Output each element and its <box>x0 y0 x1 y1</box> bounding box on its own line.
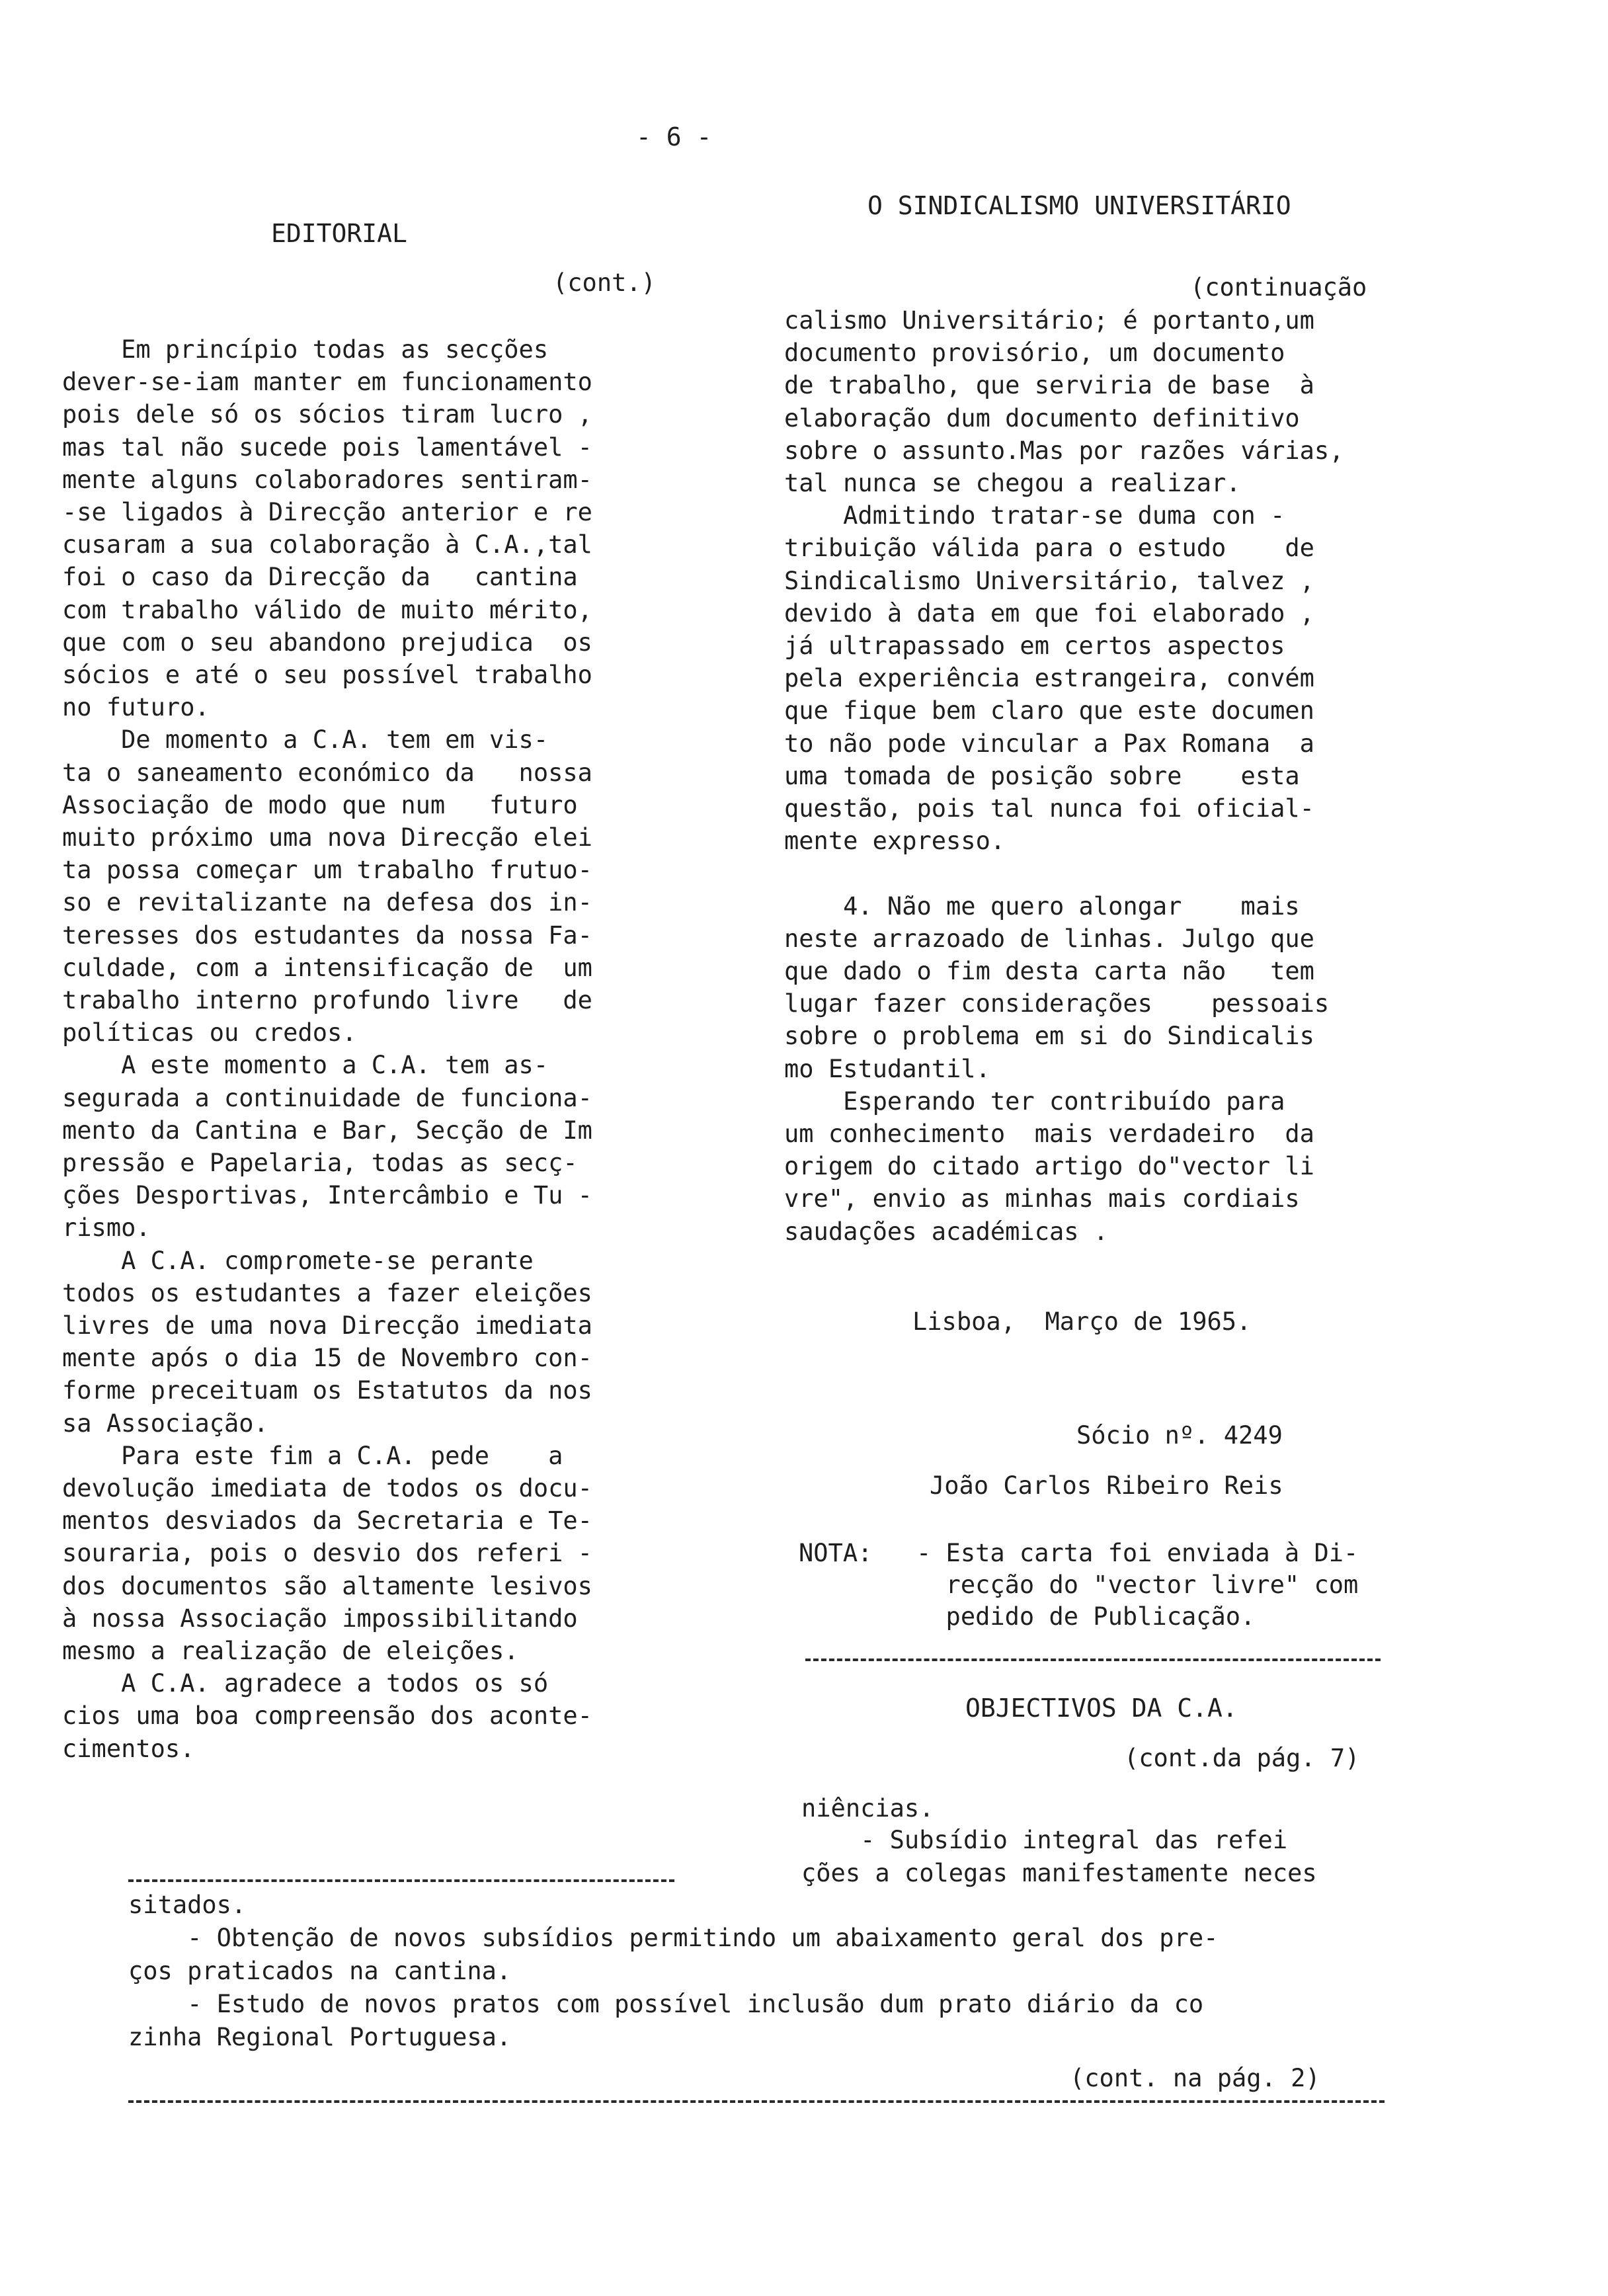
text-line: de trabalho, que serviria de base à <box>784 371 1314 400</box>
text-line: 4. Não me quero alongar mais <box>784 891 1300 921</box>
text-line: rismo. <box>62 1213 151 1243</box>
text-line: mentos desviados da Secretaria e Te- <box>62 1506 592 1536</box>
text-line: muito próximo uma nova Direcção elei <box>62 823 592 852</box>
editorial-heading: EDITORIAL <box>271 219 407 248</box>
text-line: cios uma boa compreensão dos aconte- <box>62 1702 592 1731</box>
text-line: souraria, pois o desvio dos referi - <box>62 1539 592 1568</box>
text-line: sa Associação. <box>62 1409 268 1438</box>
text-line: um conhecimento mais verdadeiro da <box>784 1120 1314 1148</box>
text-line: devolução imediata de todos os docu- <box>62 1474 592 1502</box>
text-line: Em princípio todas as secções <box>62 335 549 364</box>
continuation-line: ços praticados na cantina. <box>128 1957 512 1985</box>
nota-label: NOTA: <box>799 1539 873 1567</box>
text-line: foi o caso da Direcção da cantina <box>62 563 578 592</box>
text-line: segurada a continuidade de funciona- <box>62 1083 592 1112</box>
nota-line: recção do "vector livre" com <box>916 1571 1359 1599</box>
text-line: ções Desportivas, Intercâmbio e Tu - <box>62 1181 592 1210</box>
author-name: João Carlos Ribeiro Reis <box>930 1471 1283 1500</box>
text-line: Sindicalismo Universitário, talvez , <box>784 566 1314 595</box>
text-line: Para este fim a C.A. pede a <box>62 1441 563 1470</box>
text-line: calismo Universitário; é portanto,um <box>784 306 1314 335</box>
continuation-cont: (cont. na pág. 2) <box>1070 2064 1320 2092</box>
text-line: cusaram a sua colaboração à C.A.,tal <box>62 530 592 559</box>
continuation-line: sitados. <box>128 1891 247 1919</box>
text-line: sobre o assunto.Mas por razões várias, <box>784 436 1344 465</box>
text-line: pois dele só os sócios tiram lucro , <box>62 400 592 429</box>
text-line: culdade, com a intensificação de um <box>62 953 592 982</box>
text-line: tribuição válida para o estudo de <box>784 534 1314 563</box>
text-line: já ultrapassado em certos aspectos <box>784 632 1285 660</box>
text-line: mesmo a realização de eleições. <box>62 1637 519 1665</box>
separator-line <box>128 1879 674 1882</box>
text-line: uma tomada de posição sobre esta <box>784 761 1300 790</box>
text-line: com trabalho válido de muito mérito, <box>62 595 592 624</box>
text-line: que com o seu abandono prejudica os <box>62 628 592 657</box>
text-line: A C.A. compromete-se perante <box>62 1246 534 1275</box>
place-date: Lisboa, Março de 1965. <box>912 1307 1252 1336</box>
text-line: trabalho interno profundo livre de <box>62 986 592 1014</box>
text-line: Admitindo tratar-se duma con - <box>784 501 1285 530</box>
text-line: mento da Cantina e Bar, Secção de Im <box>62 1116 592 1145</box>
text-line: devido à data em que foi elaborado , <box>784 598 1314 628</box>
text-line: teresses dos estudantes da nossa Fa- <box>62 921 592 950</box>
text-line: todos os estudantes a fazer eleições <box>62 1278 592 1307</box>
text-line: dever-se-iam manter em funcionamento <box>62 368 592 397</box>
nota-line: pedido de Publicação. <box>916 1602 1256 1631</box>
objectives-cont: (cont.da pág. 7) <box>1124 1744 1360 1772</box>
text-line: livres de uma nova Direcção imediata <box>62 1311 592 1340</box>
text-line: no futuro. <box>62 693 210 722</box>
continuation-line: - Estudo de novos pratos com possível inclusão dum prato diário da co <box>128 1990 1204 2018</box>
objectives-heading: OBJECTIVOS DA C.A. <box>965 1694 1238 1723</box>
text-line: pela experiência estrangeira, convém <box>784 664 1314 693</box>
text-line: to não pode vincular a Pax Romana a <box>784 729 1314 758</box>
text-line: ta possa começar um trabalho frutuo- <box>62 856 592 885</box>
text-line: que dado o fim desta carta não tem <box>784 957 1314 985</box>
objectives-line: niências. <box>801 1794 934 1823</box>
text-line: saudações académicas . <box>784 1217 1109 1246</box>
text-line: lugar fazer considerações pessoais <box>784 989 1330 1018</box>
text-line: origem do citado artigo do"vector li <box>784 1152 1314 1181</box>
nota-line: - Esta carta foi enviada à Di- <box>916 1539 1359 1567</box>
continuation-line: zinha Regional Portuguesa. <box>128 2023 512 2051</box>
separator-line <box>805 1659 1381 1661</box>
bottom-rule <box>128 2100 1385 2103</box>
text-line: mente alguns colaboradores sentiram- <box>62 465 592 494</box>
member-number: Sócio nº. 4249 <box>1076 1421 1283 1450</box>
text-line: De momento a C.A. tem em vis- <box>62 725 549 755</box>
text-line: mas tal não sucede pois lamentável - <box>62 432 592 462</box>
text-line: pressão e Papelaria, todas as secç- <box>62 1149 578 1177</box>
text-line: Esperando ter contribuído para <box>784 1086 1285 1116</box>
text-line: so e revitalizante na defesa dos in- <box>62 888 592 917</box>
text-line: tal nunca se chegou a realizar. <box>784 469 1241 497</box>
page-number-text: - 6 - <box>636 122 712 151</box>
text-line: vre", envio as minhas mais cordiais <box>784 1184 1300 1213</box>
text-line: sócios e até o seu possível trabalho <box>62 661 592 689</box>
text-line: forme preceituam os Estatutos da nos <box>62 1376 592 1405</box>
text-line: políticas ou credos. <box>62 1018 357 1047</box>
text-line: questão, pois tal nunca foi oficial- <box>784 794 1314 823</box>
text-line: dos documentos são altamente lesivos <box>62 1571 592 1600</box>
text-line: cimentos. <box>62 1734 195 1763</box>
text-line: mente após o dia 15 de Novembro con- <box>62 1344 592 1373</box>
objectives-line: ções a colegas manifestamente neces <box>801 1859 1317 1887</box>
text-line: -se ligados à Direcção anterior e re <box>62 498 592 526</box>
text-line: sobre o problema em si do Sindicalis <box>784 1022 1314 1051</box>
text-line: neste arrazoado de linhas. Julgo que <box>784 924 1314 953</box>
text-line: elaboração dum documento definitivo <box>784 403 1300 432</box>
text-line: Associação de modo que num futuro <box>62 790 578 819</box>
text-line: mente expresso. <box>784 827 1006 856</box>
text-line: ta o saneamento económico da nossa <box>62 758 592 787</box>
continuation-line: - Obtenção de novos subsídios permitindo um abaixamento geral dos pre- <box>128 1924 1219 1952</box>
editorial-cont: (cont.) <box>553 268 656 297</box>
sindicalismo-cont: (continuação <box>1190 273 1367 302</box>
text-line: mo Estudantil. <box>784 1054 990 1083</box>
objectives-line: - Subsídio integral das refei <box>801 1826 1288 1854</box>
sindicalismo-heading: O SINDICALISMO UNIVERSITÁRIO <box>867 191 1291 220</box>
text-line: A C.A. agradece a todos os só <box>62 1669 549 1698</box>
text-line: que fique bem claro que este documen <box>784 696 1314 725</box>
text-line: à nossa Associação impossibilitando <box>62 1604 578 1633</box>
text-line: A este momento a C.A. tem as- <box>62 1051 549 1080</box>
text-line: documento provisório, um documento <box>784 339 1285 368</box>
